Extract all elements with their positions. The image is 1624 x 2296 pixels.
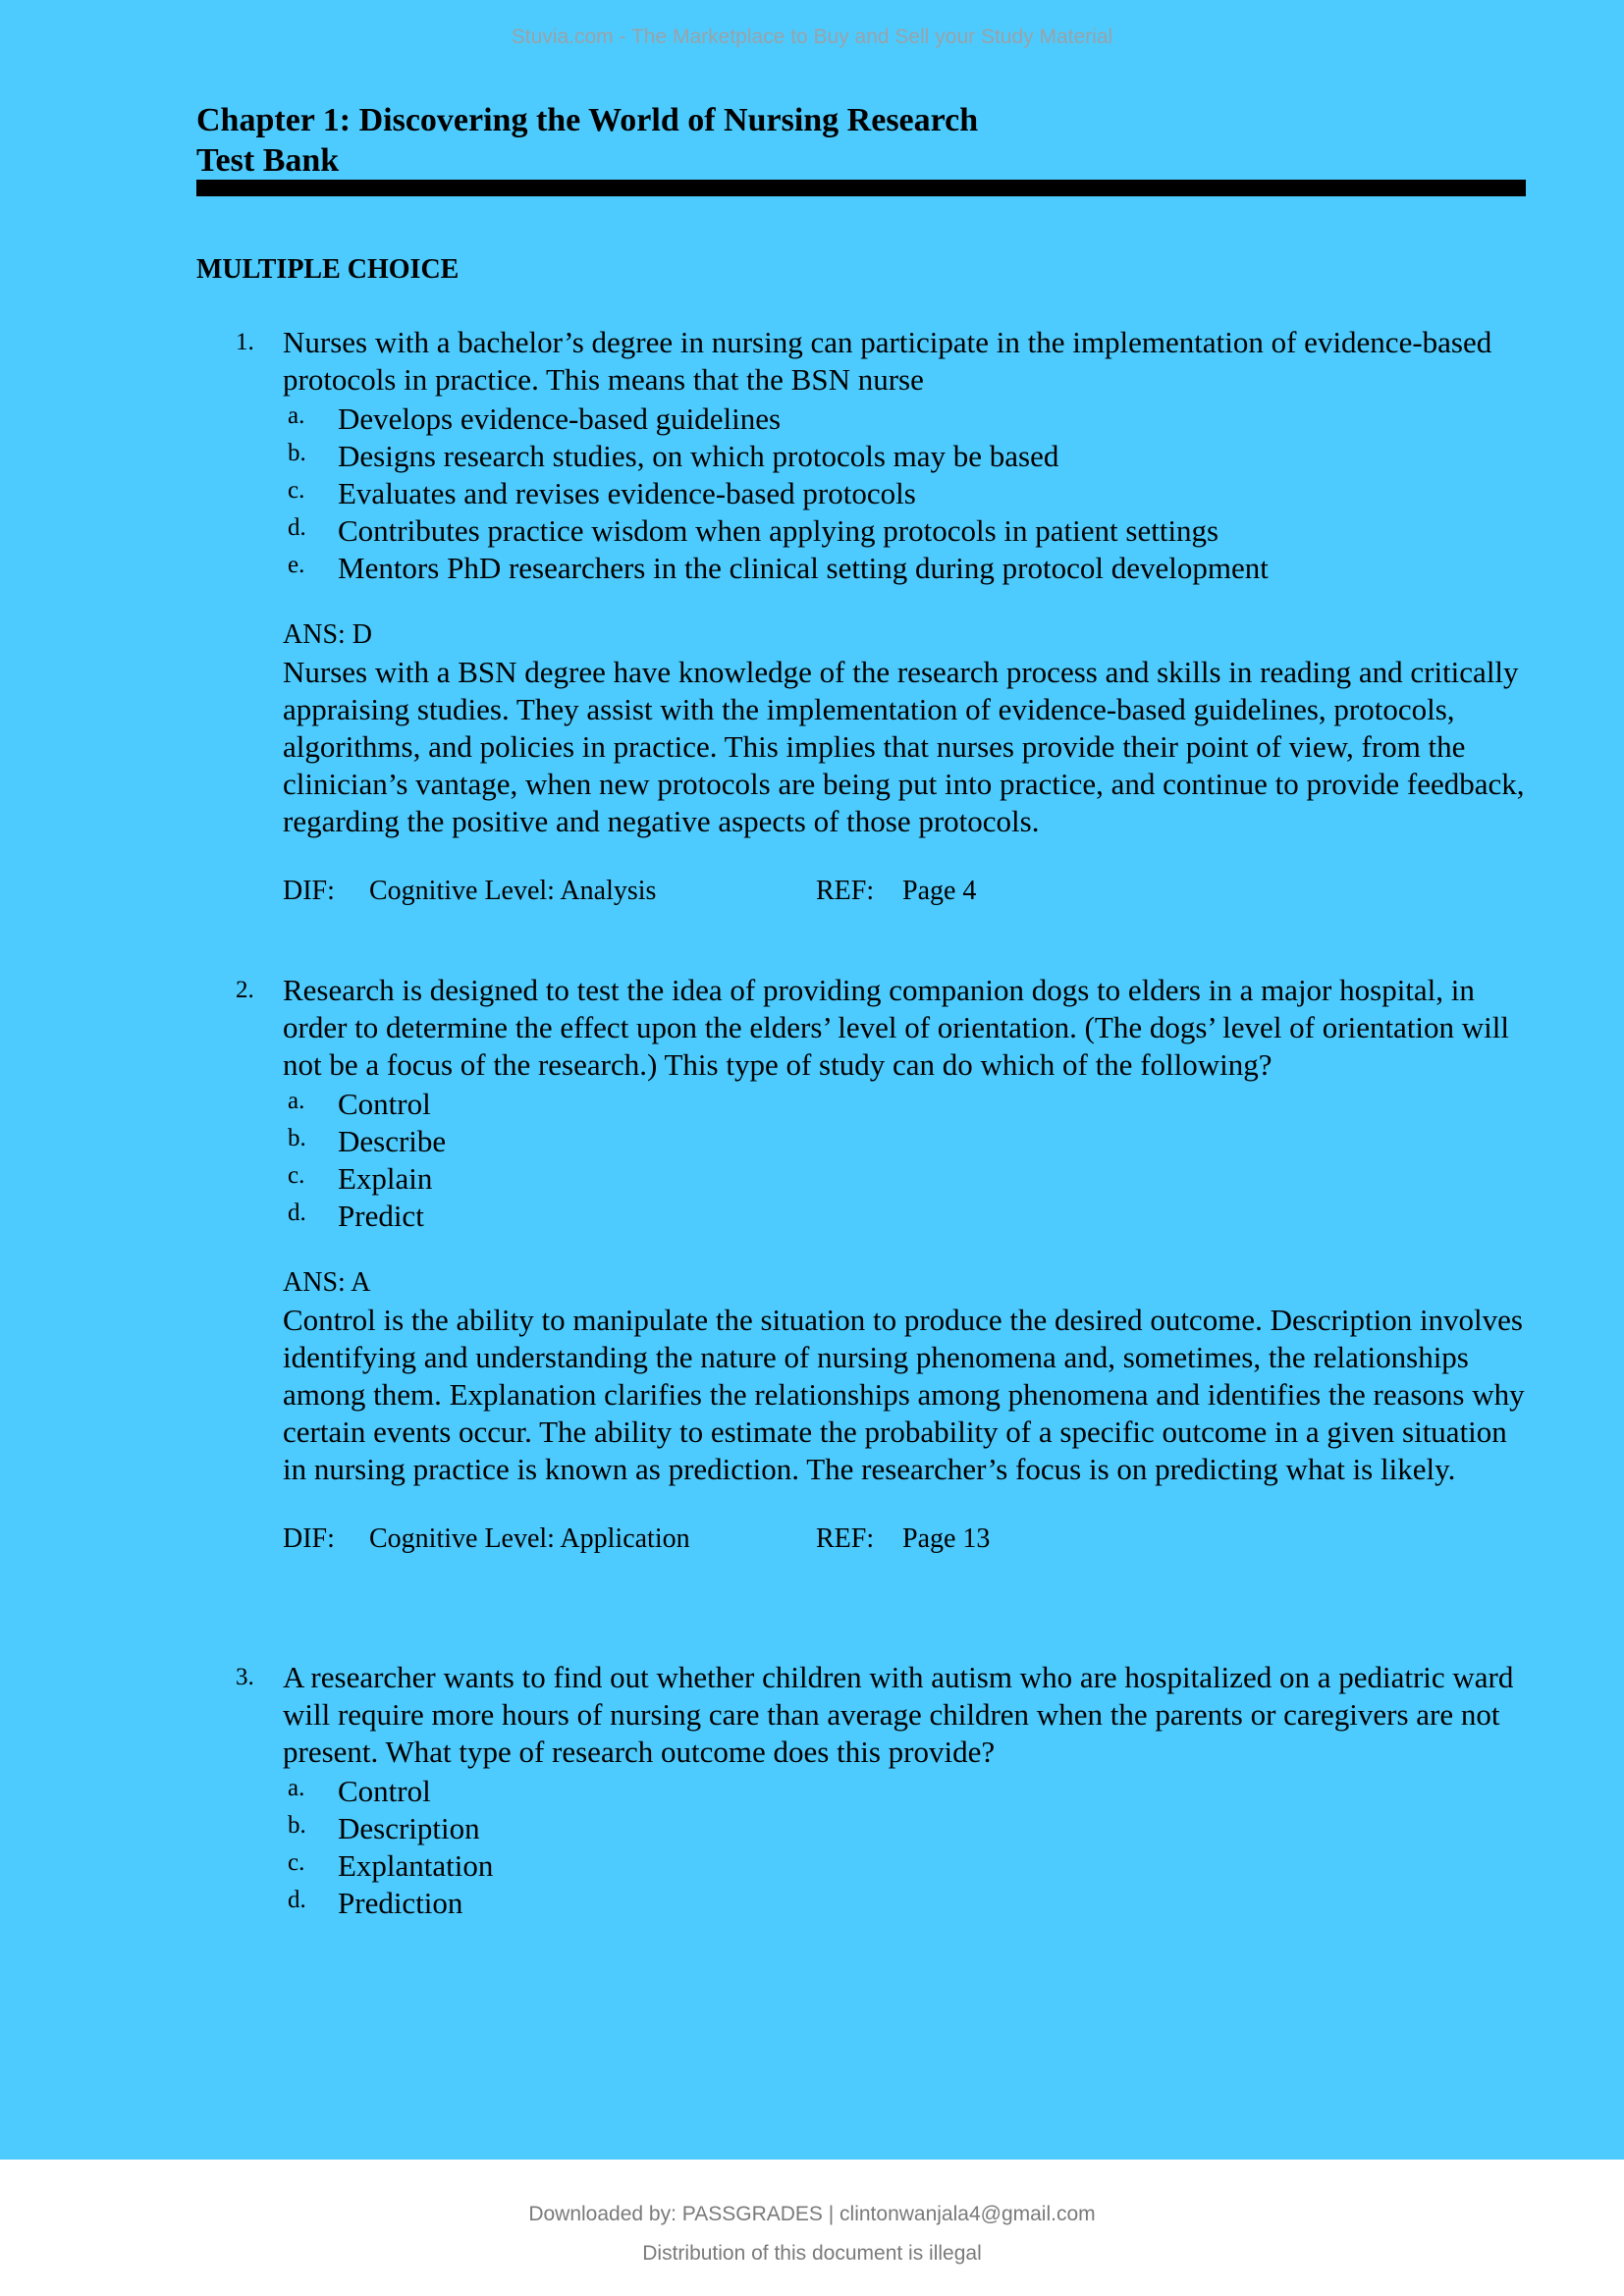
option-text: Control: [338, 1087, 431, 1121]
option-list: [196, 1086, 1526, 1235]
option-item: [283, 1198, 1526, 1235]
option-letter: d.: [288, 1200, 306, 1226]
option-letter: b.: [288, 1812, 306, 1839]
option-text: Mentors PhD researchers in the clinical setting during protocol development: [338, 551, 1269, 585]
question-text: A researcher wants to find out whether children with autism who are hospitalized on a pediatric ward will require more hours of nursing care than average children when the parents or caregivers are not present. What type of research outcome does this provide?: [283, 1660, 1514, 1769]
option-text: Predict: [338, 1199, 424, 1233]
option-item: [283, 1773, 1526, 1810]
option-letter: a.: [288, 1775, 305, 1801]
option-item: [283, 1086, 1526, 1123]
ref-label: REF:: [816, 876, 875, 906]
chapter-title: Chapter 1: Discovering the World of Nursing Research: [196, 102, 979, 138]
ref-value: Page 4: [902, 876, 977, 906]
option-list: [196, 1773, 1526, 1922]
question-text: Nurses with a bachelor’s degree in nursing can participate in the implementation of evidence-based protocols in practice. This means that the BSN nurse: [283, 325, 1492, 397]
option-text: Evaluates and revises evidence-based protocols: [338, 476, 916, 510]
option-list: [196, 400, 1526, 587]
download-info: Downloaded by: PASSGRADES | clintonwanjala4@gmail.com: [528, 2203, 1096, 2225]
option-text: Develops evidence-based guidelines: [338, 401, 782, 436]
question-1: [196, 324, 1526, 910]
answer-key: ANS: A: [283, 1267, 371, 1298]
title-divider: [196, 180, 1526, 196]
question-text: Research is designed to test the idea of providing companion dogs to elders in a major hospital, in order to determine the effect upon the elders’ level of orientation. (The dogs’ level of orientation will not be a focus of the research.) This type of study can do which of the following?: [283, 973, 1510, 1082]
question-2: [196, 972, 1526, 1558]
option-item: [283, 1123, 1526, 1160]
section-heading: MULTIPLE CHOICE: [196, 254, 460, 285]
option-text: Designs research studies, on which protocols may be based: [338, 439, 1059, 473]
stuvia-watermark: Stuvia.com - The Marketplace to Buy and Sell your Study Material: [511, 26, 1113, 48]
option-letter: b.: [288, 440, 306, 466]
question-stem: [196, 972, 1526, 1084]
option-text: Describe: [338, 1124, 447, 1158]
ref-label: REF:: [816, 1523, 875, 1554]
option-letter: d.: [288, 1887, 306, 1913]
question-meta: [196, 873, 1526, 910]
option-text: Description: [338, 1811, 480, 1845]
dif-label: DIF:: [283, 1523, 335, 1554]
option-item: [283, 400, 1526, 438]
question-stem: [196, 324, 1526, 399]
dif-value: Cognitive Level: Application: [369, 1523, 690, 1554]
option-letter: c.: [288, 1849, 305, 1876]
answer-rationale: Nurses with a BSN degree have knowledge of the research process and skills in reading and critically appraising studies. They assist with the implementation of evidence-based guidelines, protocols, algorithms, and policies in practice. This implies that nurses provide their point of view, from the clinician’s vantage, when new protocols are being put into practice, and continue to provide feedback, regarding the positive and negative aspects of those protocols.: [283, 655, 1525, 838]
dif-label: DIF:: [283, 876, 335, 906]
option-letter: d.: [288, 514, 306, 541]
answer-key: ANS: D: [283, 619, 373, 650]
option-letter: b.: [288, 1125, 306, 1151]
question-number: 1.: [236, 329, 254, 355]
question-meta: [196, 1521, 1526, 1558]
question-3: [196, 1659, 1526, 1922]
option-item: [283, 1160, 1526, 1198]
ref-value: Page 13: [902, 1523, 991, 1554]
document-title: [196, 100, 978, 181]
question-number: 2.: [236, 977, 254, 1003]
option-item: [283, 550, 1526, 587]
option-text: Explain: [338, 1161, 433, 1196]
option-text: Control: [338, 1774, 431, 1808]
answer-rationale: Control is the ability to manipulate the situation to produce the desired outcome. Description involves identifying and understanding the nature of nursing phenomena and, sometimes, the relationships among them. Explanation clarifies the relationships among phenomena and identifies the reasons why certain events occur. The ability to estimate the probability of a specific outcome in a given situation in nursing practice is known as prediction. The researcher’s focus is on predicting what is likely.: [283, 1303, 1525, 1486]
option-item: [283, 475, 1526, 512]
option-letter: c.: [288, 1162, 305, 1189]
option-letter: a.: [288, 402, 305, 429]
question-number: 3.: [236, 1664, 254, 1690]
option-letter: a.: [288, 1088, 305, 1114]
option-item: [283, 1847, 1526, 1885]
question-stem: [196, 1659, 1526, 1771]
option-text: Explantation: [338, 1848, 494, 1883]
option-item: [283, 438, 1526, 475]
option-text: Contributes practice wisdom when applying protocols in patient settings: [338, 513, 1219, 548]
option-text: Prediction: [338, 1886, 463, 1920]
option-item: [283, 512, 1526, 550]
option-item: [283, 1810, 1526, 1847]
test-bank-subtitle: Test Bank: [196, 142, 340, 179]
option-letter: e.: [288, 552, 305, 578]
option-letter: c.: [288, 477, 305, 504]
distribution-notice: Distribution of this document is illegal: [642, 2242, 982, 2265]
option-item: [283, 1885, 1526, 1922]
dif-value: Cognitive Level: Analysis: [369, 876, 657, 906]
